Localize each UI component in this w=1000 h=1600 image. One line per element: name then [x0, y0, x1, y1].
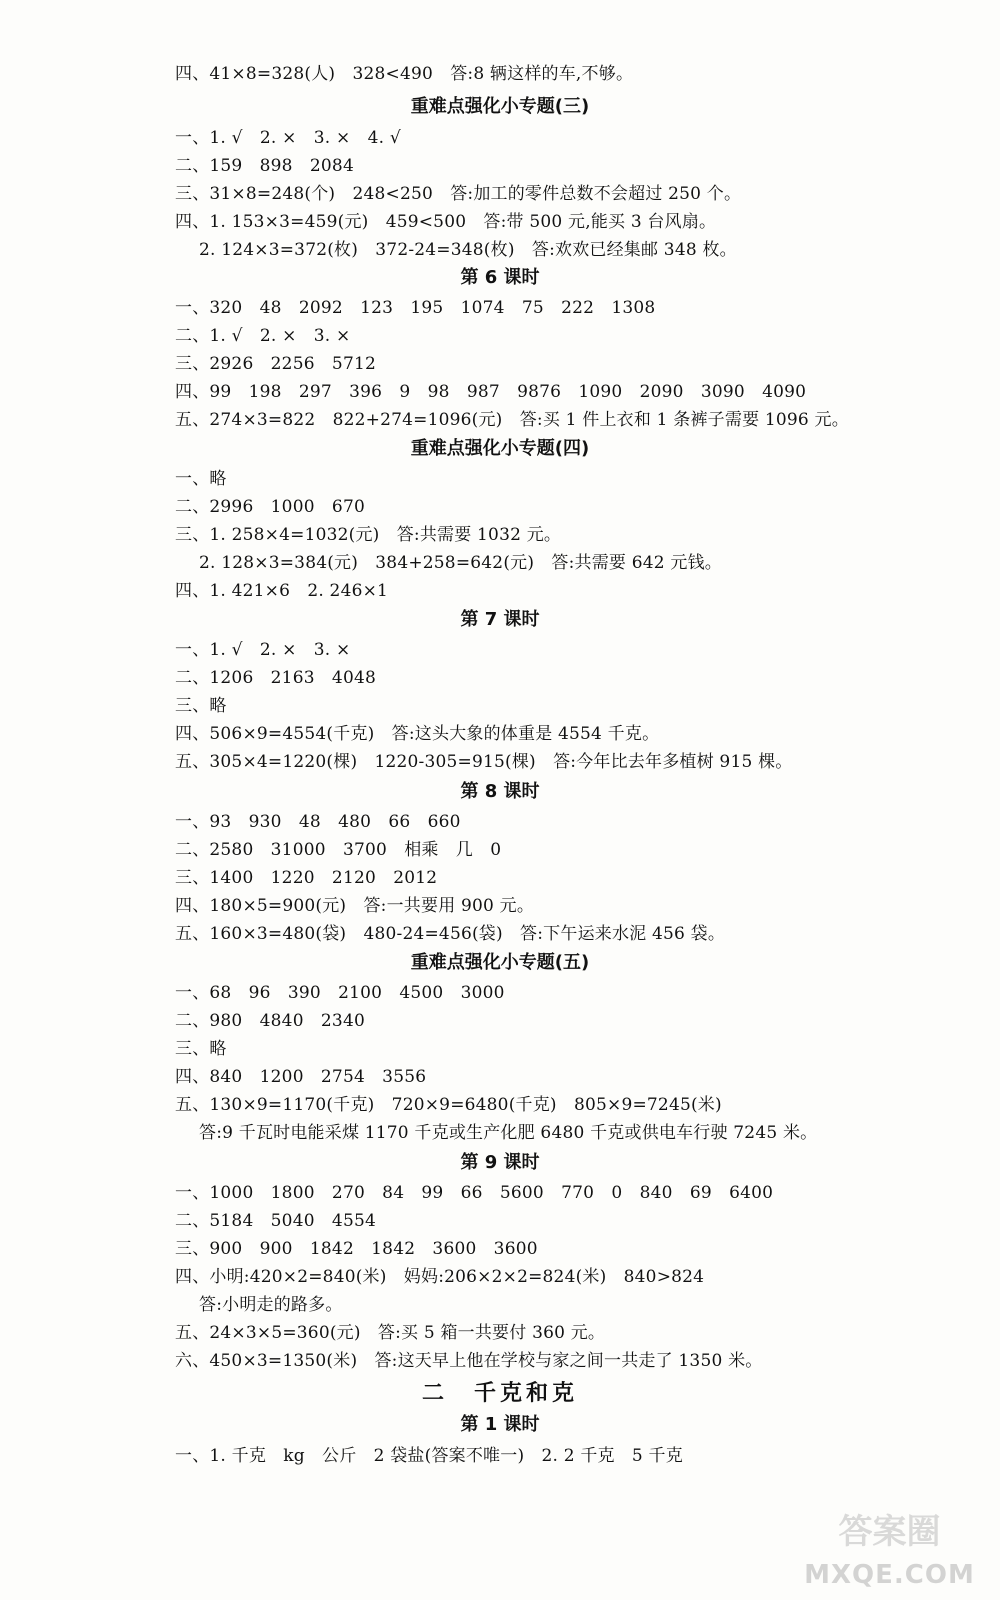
answer-line: 四、506×9=4554(千克) 答:这头大象的体重是 4554 千克。: [175, 724, 660, 744]
answer-line: 三、900 900 1842 1842 3600 3600: [175, 1239, 538, 1259]
answer-line: 二、1. √ 2. × 3. ×: [175, 326, 351, 346]
section-heading: 重难点强化小专题(三): [410, 96, 590, 117]
answer-line: 三、31×8=248(个) 248<250 答:加工的零件总数不会超过 250 个。: [175, 184, 742, 204]
answer-line: 一、略: [175, 469, 227, 489]
answer-line: 五、305×4=1220(棵) 1220-305=915(棵) 答:今年比去年多植树 915 棵。: [175, 752, 793, 772]
answer-line: 四、1. 421×6 2. 246×1: [175, 581, 389, 601]
answer-line: 三、2926 2256 5712: [175, 354, 376, 374]
answer-line: 一、68 96 390 2100 4500 3000: [175, 983, 505, 1003]
answer-line: 一、93 930 48 480 66 660: [175, 812, 461, 832]
answer-line: 五、24×3×5=360(元) 答:买 5 箱一共要付 360 元。: [175, 1323, 606, 1343]
answer-line: 四、1. 153×3=459(元) 459<500 答:带 500 元,能买 3 台风扇。: [175, 212, 717, 232]
answer-line: 2. 128×3=384(元) 384+258=642(元) 答:共需要 642 元钱。: [199, 553, 722, 573]
lesson-heading: 第 9 课时: [460, 1152, 540, 1173]
answer-line: 二、1206 2163 4048: [175, 668, 376, 688]
answer-line: 一、1. 千克 kg 公斤 2 袋盐(答案不唯一) 2. 2 千克 5 千克: [175, 1446, 683, 1466]
answer-line: 二、159 898 2084: [175, 156, 354, 176]
answer-line: 三、1. 258×4=1032(元) 答:共需要 1032 元。: [175, 525, 562, 545]
section-heading: 重难点强化小专题(四): [410, 438, 590, 459]
answer-line: 六、450×3=1350(米) 答:这天早上他在学校与家之间一共走了 1350 米。: [175, 1351, 763, 1371]
answer-line: 二、5184 5040 4554: [175, 1211, 376, 1231]
answer-line: 一、1. √ 2. × 3. ×: [175, 640, 351, 660]
answer-line: 二、2996 1000 670: [175, 497, 365, 517]
answer-line: 四、180×5=900(元) 答:一共要用 900 元。: [175, 896, 535, 916]
answer-line: 四、41×8=328(人) 328<490 答:8 辆这样的车,不够。: [175, 64, 634, 84]
answer-line: 三、略: [175, 1039, 227, 1059]
section-heading: 重难点强化小专题(五): [410, 952, 590, 973]
answer-line: 四、99 198 297 396 9 98 987 9876 1090 2090 3090 4090: [175, 382, 807, 402]
watermark-site: MXQE.COM: [804, 1560, 975, 1590]
answer-line: 答:9 千瓦时电能采煤 1170 千克或生产化肥 6480 千克或供电车行驶 7245 米。: [199, 1123, 818, 1143]
lesson-heading: 第 8 课时: [460, 781, 540, 802]
answer-line: 一、1000 1800 270 84 99 66 5600 770 0 840 69 6400: [175, 1183, 774, 1203]
answer-line: 三、1400 1220 2120 2012: [175, 868, 438, 888]
watermark-badge: 答案圈: [838, 1512, 941, 1552]
answer-line: 四、小明:420×2=840(米) 妈妈:206×2×2=824(米) 840>824: [175, 1267, 705, 1287]
answer-line: 五、160×3=480(袋) 480-24=456(袋) 答:下午运来水泥 456 袋。: [175, 924, 726, 944]
answer-line: 二、980 4840 2340: [175, 1011, 365, 1031]
answer-line: 三、略: [175, 696, 227, 716]
lesson-heading: 第 1 课时: [460, 1414, 540, 1435]
answer-line: 五、274×3=822 822+274=1096(元) 答:买 1 件上衣和 1 条裤子需要 1096 元。: [175, 410, 849, 430]
answer-line: 2. 124×3=372(枚) 372-24=348(枚) 答:欢欢已经集邮 348 枚。: [199, 240, 737, 260]
watermark-logo: [797, 1510, 982, 1590]
chapter-title: 二 千克和克: [421, 1381, 578, 1406]
lesson-heading: 第 7 课时: [460, 609, 540, 630]
answer-line: 二、2580 31000 3700 相乘 几 0: [175, 840, 502, 860]
lesson-heading: 第 6 课时: [460, 267, 540, 288]
answer-line: 四、840 1200 2754 3556: [175, 1067, 427, 1087]
answer-line: 一、1. √ 2. × 3. × 4. √: [175, 128, 401, 148]
answer-line: 五、130×9=1170(千克) 720×9=6480(千克) 805×9=7245(米): [175, 1095, 722, 1115]
answer-line: 一、320 48 2092 123 195 1074 75 222 1308: [175, 298, 656, 318]
answer-line: 答:小明走的路多。: [199, 1295, 343, 1315]
